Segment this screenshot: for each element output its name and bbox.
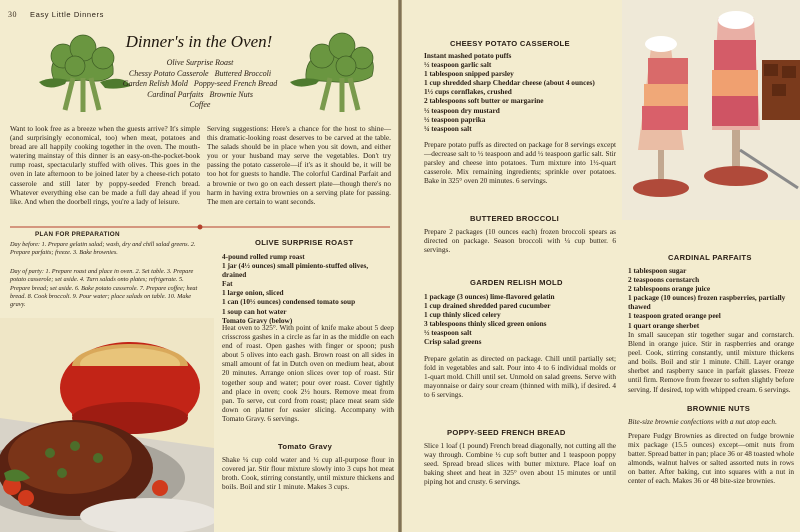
relish-directions: Prepare gelatin as directed on package. Chill until partially set; fold in vegetables and salt. Pour into 4 to 6 individual molds or 1-quart mold. Chill until set. Unmold on salad greens. Serve with mayonnaise or dairy sour cream (thinned with milk), if desired. 4 to 6 servings. xyxy=(424,354,616,400)
ingredient: 1 large onion, sliced xyxy=(222,288,284,298)
roast-ingredients xyxy=(222,252,394,325)
roast-directions: Heat oven to 325°. With point of knife make about 5 deep crisscross gashes in a circle as far in as the middle on each end of roast. Open gashes with finger or spoon; push about 5 olives into each gash. Brown roast on all sides in small amount of fat in Dutch oven on medium heat, about 20 minutes. Arrange onion slices over top of roast. Stir together soup and water; pour over roast. Cover tightly and place in oven; cook 2½ hours. Remove meat from pan. To serve, cut cord from roast; place meat seam side down on platter for easier slicing. Accompany with Tomato Gravy. 6 servings. xyxy=(222,323,394,423)
running-head: Easy Little Dinners xyxy=(30,10,104,19)
ingredient: 1 cup thinly sliced celery xyxy=(424,310,501,320)
menu-line: Chessy Potato Casserole Buttered Broccoli xyxy=(128,68,272,78)
ingredient: 1 quart orange sherbet xyxy=(628,320,700,330)
left-page xyxy=(0,0,398,532)
plan-day-text: Day of party: 1. Prepare roast and place in oven. 2. Set table. 3. Prepare potato casserole; set aside. 4. Turn salads onto plates; refrigerate. 5. Prepare bread; set aside. 6. Bake potato casserole. 7. Prepare coffee; heat bread. 8. Cook broccoli. 9. Pour water; place salads on table. 10. Make gravy. xyxy=(10,268,198,309)
ingredient: 2 tablespoons orange juice xyxy=(628,284,711,294)
ingredient: 1½ cups cornflakes, crushed xyxy=(424,87,512,97)
ingredient: Crisp salad greens xyxy=(424,337,482,347)
ingredient: 1 cup drained shredded pared cucumber xyxy=(424,301,551,311)
ingredient: ½ teaspoon garlic salt xyxy=(424,60,492,70)
brownie-subtitle: Bite-size brownie confections with a nut atop each. xyxy=(628,417,777,426)
page-number-left: 30 xyxy=(8,10,17,19)
plan-before-text: Day before: 1. Prepare gelatin salad; wash, dry and chill salad greens. 2. Prepare parfaits; freeze. 3. Bake brownies. xyxy=(10,241,196,257)
parfait-title: CARDINAL PARFAITS xyxy=(668,253,752,262)
ingredient: 1 teaspoon grated orange peel xyxy=(628,311,721,321)
serving-suggestions: Serving suggestions: Here's a chance for the host to shine—this dramatic-looking roast deserves to be carved at the table. The salads should be in place when you sit down, and either you or your husband may serve the vegetables. Don't try passing the potato casserole—if it's as it should be, it will be too hot for guests to handle. The colorful Cardinal Parfait and a brownie or two go on each dessert plate—though there's no harm in having extra brownies on a serving plate for passing. The men are certain to want seconds. xyxy=(207,124,391,206)
gravy-directions: Shake ¼ cup cold water and ½ cup all-purpose flour in covered jar. Stir flour mixture slowly into 3 cups hot meat broth. Cook, stirring constantly, until mixture thickens and boils. Boil and stir 1 minute. Makes 3 cups. xyxy=(222,455,394,492)
ingredient: Fat xyxy=(222,279,233,289)
ingredient: ½ teaspoon salt xyxy=(424,328,472,338)
broccoli-directions: Prepare 2 packages (10 ounces each) frozen broccoli spears as directed on package. Season broccoli with ¼ cup butter. 6 servings. xyxy=(424,227,616,255)
ingredient: 1 tablespoon snipped parsley xyxy=(424,69,514,79)
roast-photo xyxy=(0,318,214,532)
parfait-ingredients xyxy=(628,266,794,330)
ingredient: 4-pound rolled rump roast xyxy=(222,252,305,261)
ingredient: 1 soup can hot water xyxy=(222,306,287,316)
parfait-photo xyxy=(622,0,800,220)
broccoli-title: BUTTERED BROCCOLI xyxy=(470,214,560,223)
bread-directions: Slice 1 loaf (1 pound) French bread diagonally, not cutting all the way through. Combine ½ cup soft butter and 1 teaspoon poppy seed. Spread bread slices with butter mixture. Place loaf on baking sheet and heat in 325° oven about 15 minutes or until piping hot and crusty. 6 servings. xyxy=(424,441,616,487)
ingredient: 2 tablespoons soft butter or margarine xyxy=(424,96,544,106)
gravy-title: Tomato Gravy xyxy=(278,442,333,451)
potato-title: CHEESY POTATO CASSEROLE xyxy=(450,39,570,48)
ingredient: 1 can (10½ ounces) condensed tomato soup xyxy=(222,297,356,307)
ingredient: 1 jar (4½ ounces) small pimiento-stuffed olives, drained xyxy=(222,261,369,280)
bread-title: POPPY-SEED FRENCH BREAD xyxy=(447,428,566,437)
ingredient: 3 tablespoons thinly sliced green onions xyxy=(424,319,547,329)
menu-line: Olive Surprise Roast xyxy=(166,58,234,67)
parfait-directions: In small saucepan stir together sugar and cornstarch. Blend in orange juice. Stir in raspberries and orange peel. Cook, stirring constantly, until mixture thickens and boils. Boil and stir 1 minute. Chill. Layer orange sherbet and raspberry sauce in parfait glasses. Freeze until firm. Remove from freezer to soften slightly before serving. If desired, top with whipped cream. 6 servings. xyxy=(628,330,794,394)
ingredient: 2 teaspoons cornstarch xyxy=(628,275,700,285)
page-title: Dinner's in the Oven! xyxy=(125,32,273,51)
potato-directions: Prepare potato puffs as directed on package for 8 servings except—decrease salt to ½ teaspoon and add ½ teaspoon garlic salt. Stir parsley and cheese into potatoes. Turn mixture into 1½-quart casserole. Mix remaining ingredients; sprinkle over potatoes. Bake in 325° oven 20 minutes. 6 servings. xyxy=(424,140,616,186)
potato-ingredients xyxy=(424,51,614,133)
ingredient: ¼ teaspoon salt xyxy=(424,123,472,133)
ingredient: ½ teaspoon dry mustard xyxy=(424,105,500,115)
ingredient: Tomato Gravy (below) xyxy=(222,315,293,325)
ingredient: ½ teaspoon paprika xyxy=(424,114,486,124)
menu-line: Garden Relish Mold Poppy-seed French Bread xyxy=(122,79,278,88)
ornamental-rule xyxy=(10,223,390,231)
dinner-menu xyxy=(90,58,310,111)
ingredient: 1 tablespoon sugar xyxy=(628,266,687,275)
ingredient: 1 cup shredded sharp Cheddar cheese (about 4 ounces) xyxy=(424,78,595,88)
relish-title: GARDEN RELISH MOLD xyxy=(470,278,563,287)
brownie-title: BROWNIE NUTS xyxy=(687,404,751,413)
menu-line: Cardinal Parfaits Brownie Nuts xyxy=(147,89,253,99)
ingredient: Instant mashed potato puffs xyxy=(424,51,512,60)
roast-title: OLIVE SURPRISE ROAST xyxy=(255,238,354,247)
right-page xyxy=(402,0,800,532)
plan-day xyxy=(10,268,200,309)
plan-before xyxy=(10,241,200,258)
intro-paragraph: Want to look free as a breeze when the guests arrive? It's simple (and surprisingly economical, too) when meat, potatoes and bread are all happily cooking together in the oven. The mouth-watering mainstay of this dinner is an easy-on-the-pocket-book rump roast, spectacularly stuffed with olives. This goes in the oven in late afternoon to be joined later by a cheese-rich potato casserole and still later by poppy-seeded French bread. Whatever everything else can be made a full day ahead if you like. And when the doorbell rings, you're a lady of leisure. xyxy=(10,124,200,206)
plan-title: PLAN FOR PREPARATION xyxy=(35,231,120,238)
relish-ingredients xyxy=(424,292,616,347)
ingredient: 1 package (10 ounces) frozen raspberries, partially thawed xyxy=(628,293,786,312)
brownie-directions: Prepare Fudgy Brownies as directed on fudge brownie mix package (15.5 ounces) except—omit nuts from batter. Spread batter in pan; place 36 or 48 toasted whole almonds, walnut halves or salted assorted nuts in rows on batter. After baking, cut into squares with a nut in center of each. Makes 36 or 48 bite-size brownies. xyxy=(628,431,794,486)
menu-line: Coffee xyxy=(189,100,211,109)
ingredient: 1 package (3 ounces) lime-flavored gelatin xyxy=(424,292,555,301)
